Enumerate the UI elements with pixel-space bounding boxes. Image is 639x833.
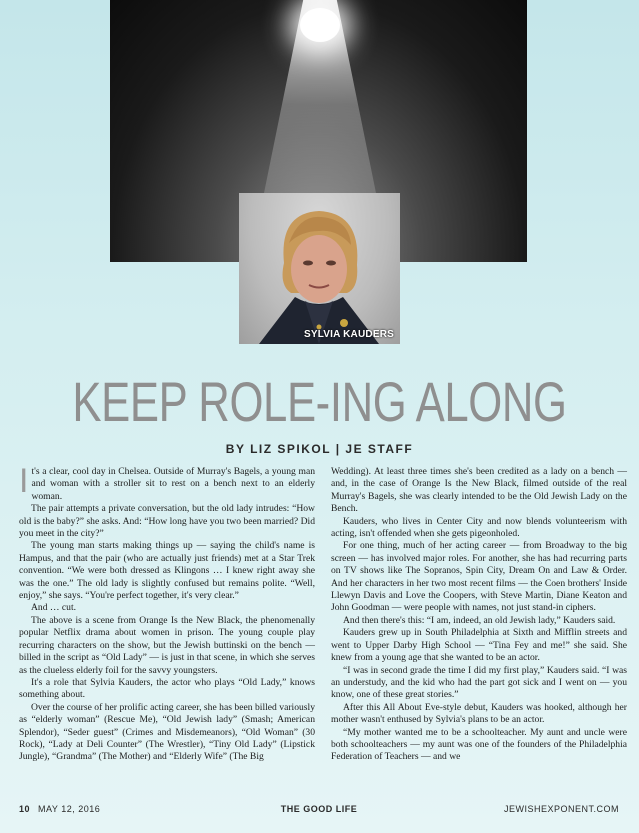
photo-caption: SYLVIA KAUDERS: [303, 329, 394, 340]
article-paragraph: “My mother wanted me to be a schoolteacher. My aunt and uncle were both schoolteachers — my aunt was one of the founders of the Philadelphia Federation of Teachers — and we: [331, 726, 627, 763]
article-paragraph: And … cut.: [31, 602, 77, 614]
article-paragraph: The above is a scene from Orange Is the New Black, the phenomenally popular Netflix drama about women in prison. The young couple play recurring characters on the show, but the Jewish buttinski on the bench — billed in the script as “Old Lady” — is just in that scene, in which she serves as the clueless elderly foil for the savvy youngsters.: [19, 614, 315, 676]
article-paragraph: It's a role that Sylvia Kauders, the actor who plays “Old Lady,” knows something about.: [19, 676, 315, 701]
page-footer: [19, 804, 619, 818]
article-paragraph: And then there's this: “I am, indeed, an old Jewish lady,” Kauders said.: [343, 614, 616, 626]
site-url: JEWISHEXPONENT.COM: [503, 804, 619, 814]
portrait-photo: [239, 193, 400, 344]
article-paragraph: Kauders, who lives in Center City and now blends volunteerism with acting, isn't offended when she gets pigeonholed.: [331, 515, 627, 540]
article-paragraph: It's a clear, cool day in Chelsea. Outside of Murray's Bagels, a young man and woman with a stroller sit to rest on a bench next to an elderly woman.: [19, 462, 315, 502]
article-paragraph: After this All About Eve-style debut, Kauders was hooked, although her mother wasn't enthused by Sylvia's plans to be an actor.: [331, 701, 627, 726]
article-paragraph: Kauders grew up in South Philadelphia at Sixth and Mifflin streets and went to Upper Darby High School — “Tina Fey and me!” she said. She knew from a young age that she wanted to be an actor.: [331, 627, 627, 664]
drop-cap: I: [19, 462, 29, 500]
section-name: THE GOOD LIFE: [280, 804, 358, 814]
article-paragraph: For one thing, much of her acting career — from Broadway to the big screen — has involved major roles. For another, she has had recurring parts on TV shows like The Sopranos, Spin City, Dream On and Law & Order. And her characters in her two most recent films — the Coen brothers' Inside Llewyn Davis and Love the Coopers, with Steve Martin, Diane Keaton and John Goodman — were people with names, not just stand-in ciphers.: [331, 540, 627, 614]
article-paragraph: Wedding). At least three times she's been credited as a lady on a bench — and, in the case of Orange Is the New Black, filmed outside of the real Murray's Bagels, she was clearly intended to be the Old Jewish Lady on the Bench.: [331, 466, 627, 515]
article-column-right: [331, 466, 627, 764]
spotlight-lamp: [300, 8, 340, 42]
article-paragraph: “I was in second grade the time I did my first play,” Kauders said. “I was an understudy, and the kid who had the part got sick and I went on — you know, one of these great stories.”: [331, 664, 627, 701]
article-paragraph: Over the course of her prolific acting career, she has been billed variously as “elderly woman” (Rescue Me), “Old Jewish lady” (Smash; American Splendor), “Seder guest” (Crimes and Misdemeanors), “Old Woman” (30 Rock), “Lady at Deli Counter” (The Wrestler), “Tiny Old Lady” (Lipstick Jungle), “Grandma” (The Mother) and “Elderly Wife” (The Big: [19, 701, 315, 763]
issue-date: MAY 12, 2016: [38, 804, 101, 814]
portrait-illustration: [239, 193, 400, 344]
article-paragraph: The pair attempts a private conversation, but the old lady intrudes: “How old is the baby?” she asks. And: “How long have you two been married? Did you meet in the city?”: [19, 503, 315, 540]
article-byline: BY LIZ SPIKOL | JE STAFF: [225, 442, 414, 456]
page-number: 10: [19, 804, 31, 814]
article-column-left: [19, 462, 315, 764]
article-headline: KEEP ROLE-ING ALONG: [72, 370, 567, 433]
article-paragraph: The young man starts making things up — saying the child's name is Hampus, and that the pair (who are actually just friends) met at a Star Trek convention. “We were both dressed as Klingons … I knew right away she was the one.” The old lady is slightly confused but remains polite. “Well, enjoy,” she says. “You're perfect together, it's very clear.”: [19, 540, 315, 602]
